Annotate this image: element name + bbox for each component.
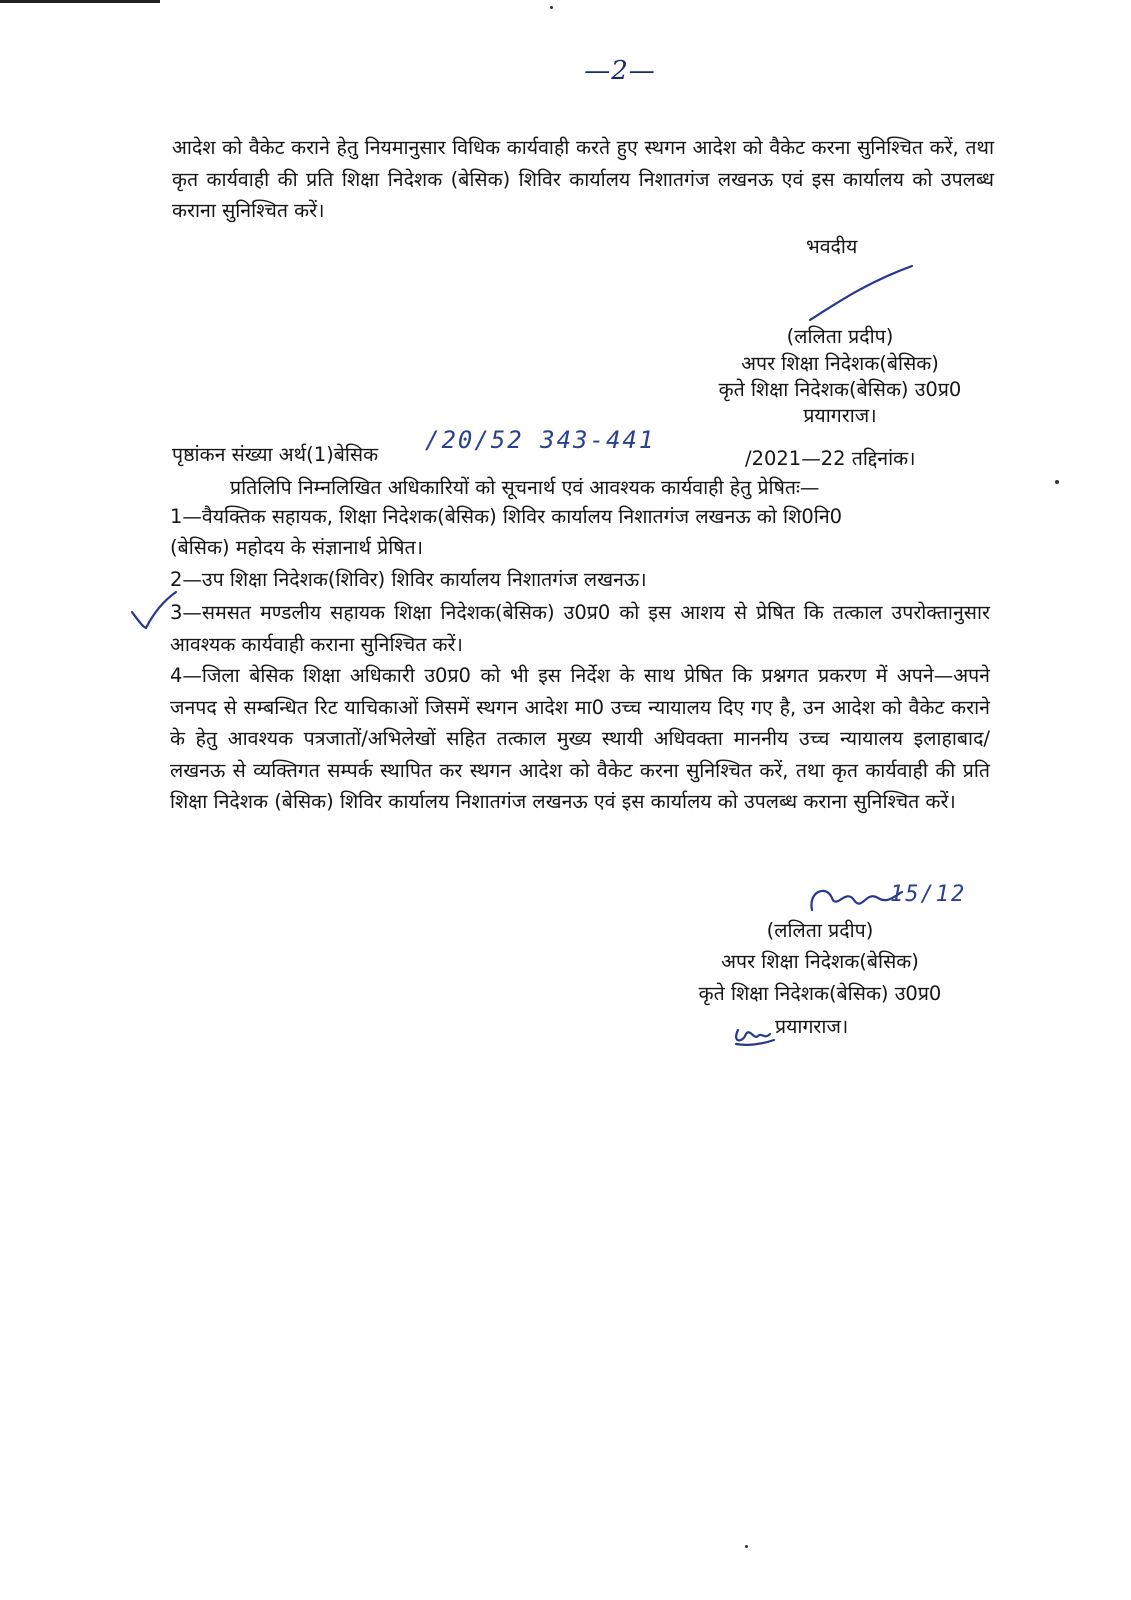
copy-item-1-line-2: (बेसिक) महोदय के संज्ञानार्थ प्रेषित। <box>170 536 424 559</box>
endorsement-reference-handwritten: /20/52 343-441 <box>425 426 656 454</box>
signatory-on-behalf: कृते शिक्षा निदेशक(बेसिक) उ0प्र0 <box>718 378 962 401</box>
signatory-place: प्रयागराज। <box>803 404 877 427</box>
signatory-designation-2: अपर शिक्षा निदेशक(बेसिक) <box>721 950 919 973</box>
copy-item-2: 2—उप शिक्षा निदेशक(शिविर) शिविर कार्यालय निशातगंज लखनऊ। <box>170 568 647 591</box>
page-number: —2— <box>584 56 656 86</box>
copy-item-4: 4—जिला बेसिक शिक्षा अधिकारी उ0प्र0 को भी इस निर्देश के साथ प्रेषित कि प्रश्नगत प्रकरण में अपने—अपने जनपद से सम्बन्धित रिट याचिकाओं जिसमें स्थगन आदेश मा0 उच्च न्यायालय दिए गए है, उन आदेश को वैकेट कराने के हेतु आवश्यक पत्रजातों/अभिलेखों सहित तत्काल मुख्य स्थायी अधिवक्ता माननीय उच्च न्यायालय इलाहाबाद/लखनऊ से व्यक्तिगत सम्पर्क स्थापित कर स्थगन आदेश को वैकेट करना सुनिश्चित करें, तथा कृत कार्यवाही की प्रति शिक्षा निदेशक (बेसिक) शिविर कार्यालय निशातगंज लखनऊ एवं इस कार्यालय को उपलब्ध कराना सुनिश्चित करें। <box>170 664 990 813</box>
scan-speck <box>745 1545 748 1548</box>
scan-speck <box>550 6 553 9</box>
endorsement-reference-label: पृष्ठांकन संख्या अर्थ(1)बेसिक <box>172 443 379 466</box>
signature-stroke-1 <box>808 262 918 322</box>
endorsement-intro: प्रतिलिपि निम्नलिखित अधिकारियों को सूचनार्थ एवं आवश्यक कार्यवाही हेतु प्रेषितः— <box>230 476 820 499</box>
copy-item-1-line-1: 1—वैयक्तिक सहायक, शिक्षा निदेशक(बेसिक) शिविर कार्यालय निशातगंज लखनऊ को शि0नि0 <box>170 505 843 528</box>
copy-item-3: 3—समसत मण्डलीय सहायक शिक्षा निदेशक(बेसिक) उ0प्र0 को इस आशय से प्रेषित कि तत्काल उपरोक्तानुसार आवश्यक कार्यवाही कराना सुनिश्चित करें। <box>170 601 990 656</box>
endorsement-date-line: /2021—22 तद्दिनांक। <box>745 447 916 470</box>
initials-mark <box>732 1018 776 1048</box>
body-paragraph: आदेश को वैकेट कराने हेतु नियमानुसार विधिक कार्यवाही करते हुए स्थगन आदेश को वैकेट करना सुनिश्चित करें, तथा कृत कार्यवाही की प्रति शिक्षा निदेशक (बेसिक) शिविर कार्यालय निशातगंज लखनऊ एवं इस कार्यालय को उपलब्ध कराना सुनिश्चित करें। <box>172 136 994 222</box>
signatory-on-behalf-2: कृते शिक्षा निदेशक(बेसिक) उ0प्र0 <box>698 982 942 1005</box>
signature-block-1 <box>680 323 1000 429</box>
signature-block-2 <box>660 916 980 1010</box>
signatory-name: (ललिता प्रदीप) <box>786 325 894 348</box>
scan-speck <box>1055 480 1059 484</box>
scan-edge-mark <box>0 0 160 3</box>
signatory-place-2: प्रयागराज। <box>775 1015 849 1038</box>
closing-salutation: भवदीय <box>806 235 858 258</box>
signatory-designation: अपर शिक्षा निदेशक(बेसिक) <box>741 352 939 375</box>
handwritten-date: 15/12 <box>890 882 967 907</box>
signatory-name-2: (ललिता प्रदीप) <box>766 919 874 942</box>
